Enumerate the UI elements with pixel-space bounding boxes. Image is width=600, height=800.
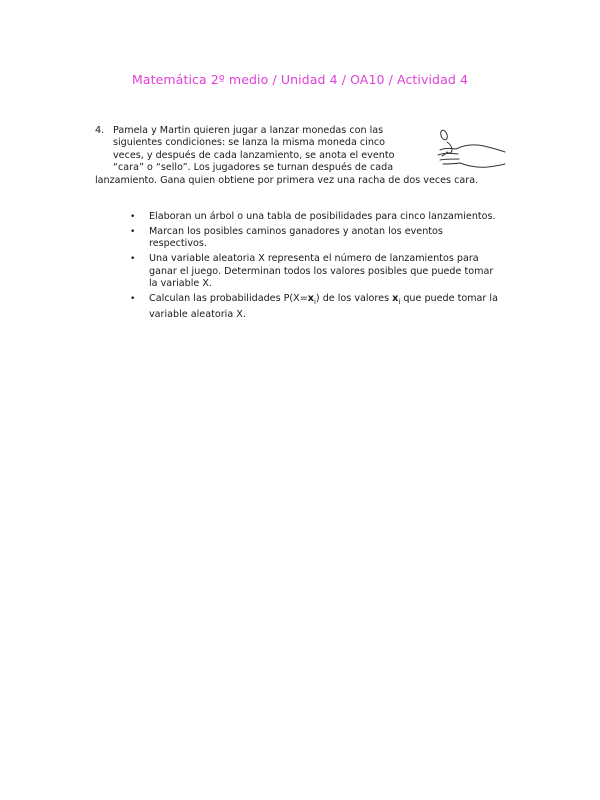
bullet-icon: •: [130, 212, 136, 222]
subscript-i: i: [313, 298, 316, 307]
variable-x: x: [392, 293, 399, 305]
problem-number: 4.: [95, 125, 105, 136]
list-item: [130, 253, 530, 290]
bullet-icon: •: [130, 294, 136, 305]
problem-line: siguientes condiciones: se lanza la misma moneda cinco: [113, 137, 386, 149]
list-item-text: [149, 293, 530, 308]
formula-text: ) de los valores: [315, 293, 393, 305]
hand-flipping-coin-icon: [434, 128, 506, 174]
list-item: [130, 226, 530, 251]
list-item: [130, 293, 530, 321]
problem-line: lanzamiento. Gana quien obtiene por primera vez una racha de dos veces cara.: [95, 174, 479, 186]
task-list: [130, 211, 530, 324]
bullet-icon: •: [130, 254, 136, 265]
list-item-text: variable aleatoria X.: [149, 308, 246, 320]
subscript-i: i: [398, 298, 401, 307]
list-item-text: Elaboran un árbol o una tabla de posibilidades para cinco lanzamientos.: [149, 211, 496, 222]
problem-line: veces, y después de cada lanzamiento, se anota el evento: [113, 149, 395, 161]
page-title: Matemática 2º medio / Unidad 4 / OA10 / Actividad 4: [131, 72, 469, 87]
list-item: [130, 211, 530, 223]
formula-text: Calculan las probabilidades P(X=: [149, 293, 308, 305]
formula-text: que puede tomar la: [400, 293, 498, 305]
list-item-text: la variable X.: [149, 278, 212, 290]
list-item-text: Una variable aleatoria X representa el número de lanzamientos para: [149, 253, 479, 265]
list-item-text: ganar el juego. Determinan todos los valores posibles que puede tomar: [149, 265, 494, 277]
bullet-icon: •: [130, 227, 136, 237]
problem-line: “cara” o “sello”. Los jugadores se turnan después de cada: [113, 162, 394, 174]
list-item-text: Marcan los posibles caminos ganadores y anotan los eventos: [149, 226, 443, 237]
list-item-text: respectivos.: [149, 238, 207, 250]
variable-x: x: [307, 293, 314, 305]
problem-line: Pamela y Martin quieren jugar a lanzar monedas con las: [113, 125, 384, 136]
